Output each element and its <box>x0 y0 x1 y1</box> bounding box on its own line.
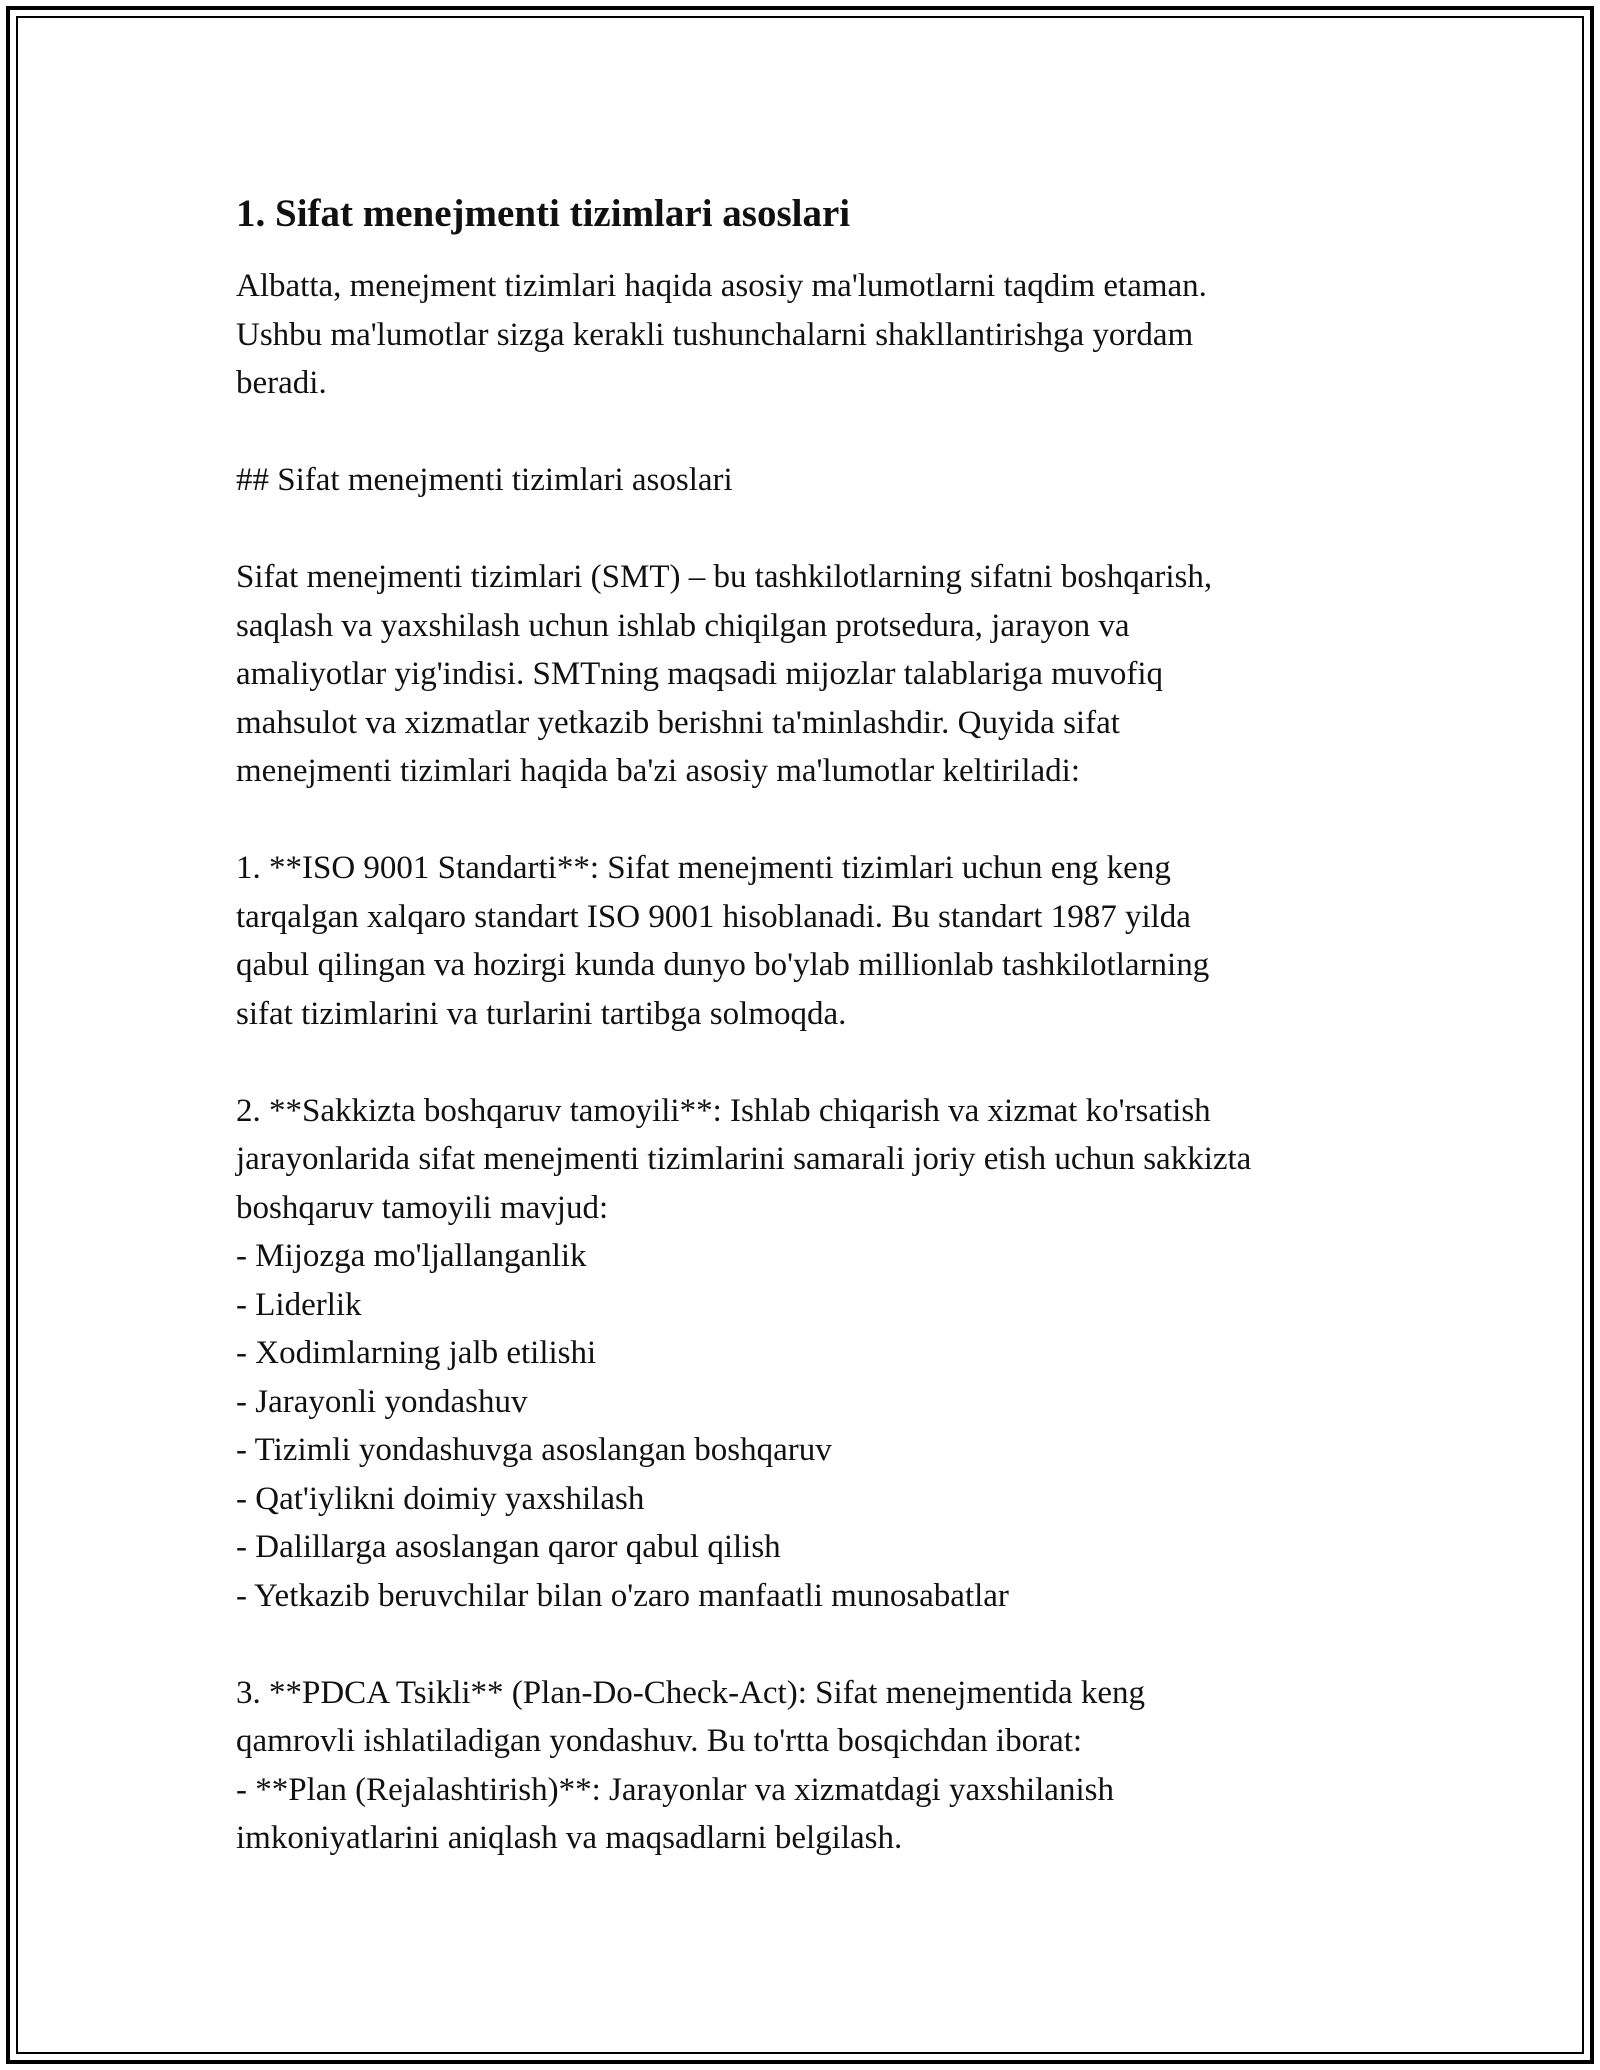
list-item-pdca: 3. **PDCA Tsikli** (Plan-Do-Check-Act): Sifat menejmentida keng qamrovli ishlatiladigan yondashuv. Bu to'rtta bosqichdan iborat: - **Plan (Rejalashtirish)**: Jarayonlar va xizmatdagi yaxshilanish imkoniyatlarini aniqlash va maqsadlarni belgilash. <box>236 1674 1146 1856</box>
paragraph-gap <box>236 1038 1396 1087</box>
smt-definition-paragraph: Sifat menejmenti tizimlari (SMT) – bu tashkilotlarning sifatni boshqarish, saqlash va yaxshilash uchun ishlab chiqilgan protsedura, jarayon va amaliyotlar yig'indisi. SMTning maqsadi mijozlar talablariga muvofiq mahsulot va xizmatlar yetkazib berishni ta'minlashdir. Quyida sifat menejmenti tizimlari haqida ba'zi asosiy ma'lumotlar keltiriladi: <box>236 559 1213 789</box>
section-heading: ## Sifat menejmenti tizimlari asoslari <box>236 462 733 498</box>
list-item-iso9001: 1. **ISO 9001 Standarti**: Sifat menejmenti tizimlari uchun eng keng tarqalgan xalqaro standart ISO 9001 hisoblanadi. Bu standart 1987 yilda qabul qilingan va hozirgi kunda dunyo bo'ylab millionlab tashkilotlarning sifat tizimlarini va turlarini tartibga solmoqda. <box>236 850 1210 1032</box>
document-body <box>236 186 1396 1863</box>
paragraph-gap <box>236 505 1396 554</box>
intro-paragraph: Albatta, menejment tizimlari haqida asosiy ma'lumotlarni taqdim etaman. Ushbu ma'lumotlar sizga kerakli tushunchalarni shakllantirishga yordam beradi. <box>236 268 1207 401</box>
paragraph-gap <box>236 796 1396 845</box>
list-item-principles: 2. **Sakkizta boshqaruv tamoyili**: Ishlab chiqarish va xizmat ko'rsatish jarayonlarida sifat menejmenti tizimlarini samarali joriy etish uchun sakkizta boshqaruv tamoyili mavjud: - Mijozga mo'ljallanganlik - Liderlik - Xodimlarning jalb etilishi - Jarayonli yondashuv - Tizimli yondashuvga asoslangan boshqaruv - Qat'iylikni doimiy yaxshilash - Dalillarga asoslangan qaror qabul qilish - Yetkazib beruvchilar bilan o'zaro manfaatli munosabatlar <box>236 1092 1252 1614</box>
document-title: 1. Sifat menejmenti tizimlari asoslari <box>236 192 851 235</box>
paragraph-gap <box>236 1620 1396 1669</box>
paragraph-gap <box>236 408 1396 457</box>
